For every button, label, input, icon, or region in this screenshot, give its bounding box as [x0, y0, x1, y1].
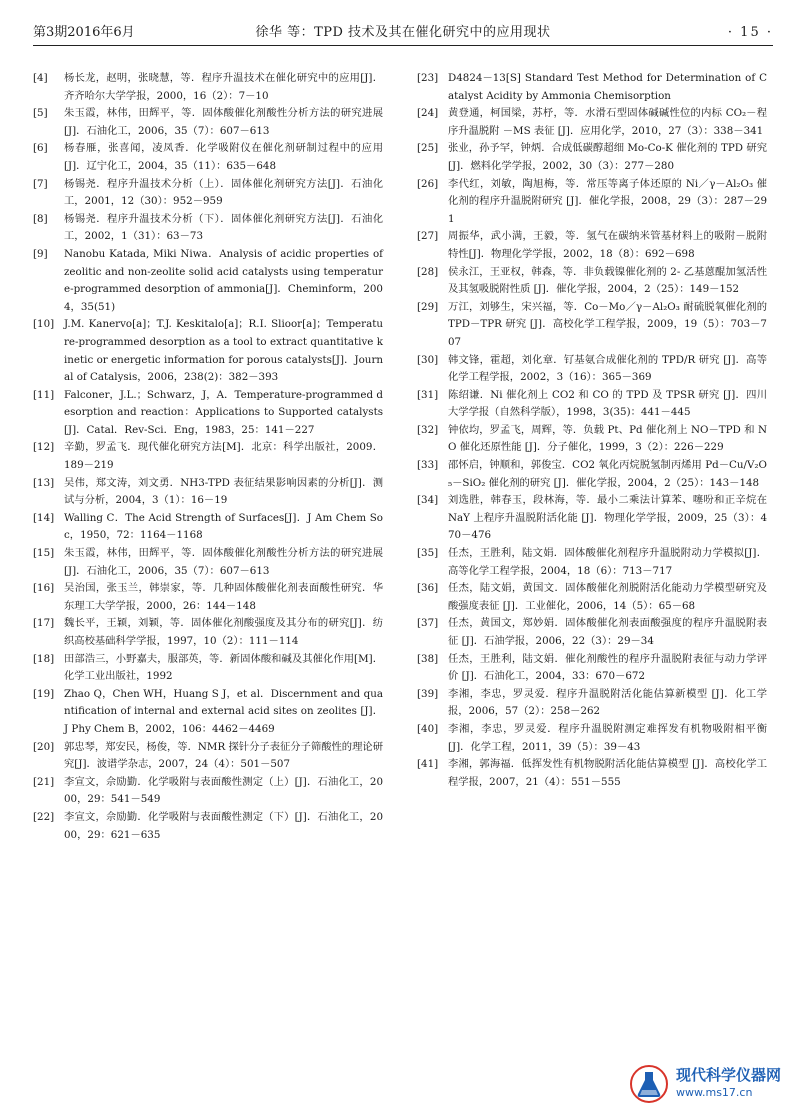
reference-text: 任杰，陆文娟，黄国文．固体酸催化剂脱附活化能动力学模型研究及酸强度表征 [J]．工业催化，2006，14（5）：65－68: [448, 582, 767, 612]
reference-number: [12]: [33, 441, 55, 454]
article-running-title: 徐华 等：TPD 技术及其在催化研究中的应用现状: [255, 25, 551, 40]
reference-item: [33, 316, 383, 386]
reference-item: [33, 105, 383, 140]
reference-item: [33, 176, 383, 211]
reference-number: [8]: [33, 212, 48, 225]
reference-text: 李宣文，佘励勤．化学吸附与表面酸性测定（上）[J]．石油化工，2000，29：541－549: [64, 775, 383, 806]
reference-item: [417, 299, 767, 352]
reference-number: [10]: [33, 318, 55, 331]
reference-number: [23]: [417, 72, 439, 84]
reference-item: [417, 721, 767, 756]
reference-item: [33, 545, 383, 580]
reference-number: [36]: [417, 582, 439, 595]
reference-number: [30]: [417, 353, 439, 366]
reference-item: [33, 615, 383, 650]
reference-number: [16]: [33, 582, 55, 595]
reference-number: [41]: [417, 758, 439, 771]
reference-number: [20]: [33, 740, 55, 753]
reference-number: [39]: [417, 687, 439, 700]
reference-number: [33]: [417, 459, 439, 472]
reference-item: [417, 176, 767, 229]
reference-text: 周振华，武小满，王毅，等．氢气在碳纳米管基材料上的吸附－脱附特性[J]．物理化学学报，2002，18（8）：692－698: [448, 230, 767, 260]
reference-number: [18]: [33, 652, 55, 665]
reference-text: 任杰，王胜利，陆文娟．固体酸催化剂程序升温脱附动力学模拟[J]．高等化学工程学报，2004，18（6）：713－717: [448, 547, 767, 577]
reference-number: [38]: [417, 652, 439, 665]
reference-item: [33, 651, 383, 686]
reference-item: [417, 352, 767, 387]
reference-number: [40]: [417, 722, 439, 735]
reference-text: 陈绍谦．Ni 催化剂上 CO2 和 CO 的 TPD 及 TPSR 研究 [J]．四川大学学报（自然科学版），1998，3(35)：441－445: [448, 388, 767, 419]
reference-item: [417, 422, 767, 457]
reference-number: [11]: [33, 388, 55, 401]
reference-text: 黄登通，柯国梁，苏杼，等．水滑石型固体碱碱性位的内标 CO₂－程序升温脱附 －MS 表征 [J]．应用化学，2010，27（3）：338－341: [448, 107, 767, 137]
references-column-left: [33, 70, 383, 844]
reference-item: [417, 140, 767, 175]
reference-number: [29]: [417, 300, 439, 313]
flask-logo-icon: [628, 1064, 670, 1104]
reference-text: Walling C．The Acid Strength of Surfaces[J]．J Am Chem Soc，1950，72：1164－1168: [64, 511, 383, 542]
reference-item: [33, 387, 383, 440]
reference-text: 张业，孙予罕，钟炳．合成低碳醇超细 Mo-Co-K 催化剂的 TPD 研究 [J]．燃料化学学报，2002，30（3）：277－280: [448, 142, 767, 172]
reference-text: 李代红，刘敏，陶旭梅，等．常压等离子体还原的 Ni／γ－Al₂O₃ 催化剂的程序升温脱附研究 [J]．催化学报，2008，29（3）：287－291: [448, 177, 767, 225]
reference-text: 任杰，王胜利，陆文娟．催化剂酸性的程序升温脱附表征与动力学评价 [J]．石油化工，2004，33：670－672: [448, 652, 767, 683]
reference-text: 李湘，李忠，罗灵爱．程序升温脱附测定难挥发有机物吸附相平衡 [J]．化学工程，2011，39（5）：39－43: [448, 722, 767, 753]
reference-item: [417, 457, 767, 492]
site-watermark: [628, 1062, 788, 1106]
reference-item: [417, 756, 767, 791]
reference-text: 李湘，李忠，罗灵爱．程序升温脱附活化能估算新模型 [J]．化工学报，2006，57（2）：258－262: [448, 687, 767, 718]
reference-text: 侯永江，王亚权，韩森，等．非负载镍催化剂的 2- 乙基蒽醌加氢活性及其氢吸脱附性质 [J]．催化学报，2004，2（25）：149－152: [448, 265, 767, 296]
reference-text: 辛勤，罗孟飞．现代催化研究方法[M]．北京：科学出版社，2009．189－219: [64, 441, 383, 472]
references-column-right: [417, 70, 767, 791]
reference-text: 杨锡尧．程序升温技术分析（上）．固体催化剂研究方法[J]．石油化工，2001，12（30）：952－959: [64, 177, 383, 208]
reference-text: 李湘，郭海福．低挥发性有机物脱附活化能估算模型 [J]．高校化学工程学报，2007，21（4）：551－555: [448, 758, 767, 788]
reference-number: [24]: [417, 107, 439, 120]
reference-number: [15]: [33, 547, 55, 560]
reference-text: 杨锡尧．程序升温技术分析（下）．固体催化剂研究方法[J]．石油化工，2002，1（31）：63－73: [64, 212, 383, 243]
reference-item: [417, 651, 767, 686]
reference-text: 魏长平，王颖，刘颖，等．固体催化剂酸强度及其分布的研究[J]．纺织高校基础科学学报，1997，10（2）：111－114: [64, 617, 383, 647]
reference-number: [7]: [33, 177, 48, 190]
reference-number: [9]: [33, 247, 48, 260]
reference-text: 朱玉霞，林伟，田辉平，等．固体酸催化剂酸性分析方法的研究进展[J]．石油化工，2006，35（7）：607－613: [64, 107, 383, 137]
reference-item: [417, 545, 767, 580]
reference-text: J.M. Kanervo[a]；T.J. Keskitalo[a]；R.I. Slioor[a]；Temperature-programmed desorption as a tool to extract quantitative kinetic or energetic information for porous catalysts[J]．Journal of Catalysis，2006，238(2)：382－393: [64, 318, 383, 384]
reference-number: [14]: [33, 511, 55, 524]
reference-text: D4824－13[S] Standard Test Method for Determination of Catalyst Acidity by Ammonia Chemisorption: [448, 72, 767, 102]
reference-number: [34]: [417, 494, 439, 507]
reference-number: [22]: [33, 810, 55, 823]
reference-item: [417, 686, 767, 721]
reference-item: [417, 70, 767, 105]
reference-text: 杨春雁，张喜闻，凌凤香．化学吸附仪在催化剂研制过程中的应用[J]．辽宁化工，2004，35（11）：635－648: [64, 142, 383, 172]
header-rule: [33, 45, 773, 46]
reference-number: [13]: [33, 476, 55, 489]
watermark-url: www.ms17.cn: [676, 1086, 753, 1099]
reference-text: 任杰，黄国文，郑妙娟．固体酸催化剂表面酸强度的程序升温脱附表征 [J]．石油学报，2006，22（3）：29－34: [448, 617, 767, 647]
reference-text: 钟依均，罗孟飞，周辉，等．负载 Pt、Pd 催化剂上 NO－TPD 和 NO 催化还原性能 [J]．分子催化，1999，3（2）：226－229: [448, 423, 767, 454]
reference-text: Zhao Q，Chen WH，Huang S J，et al．Discernment and quantification of internal and external acid sites on zeolites [J]．J Phy Chem B，2002，106：4462－4469: [64, 687, 383, 735]
reference-number: [31]: [417, 388, 439, 401]
reference-text: Nanobu Katada, Miki Niwa．Analysis of acidic properties of zeolitic and non-zeolite solid acid catalysts using temperature-programmed desorption of ammonia[J]．Cheminform，2004，35(51): [64, 247, 383, 313]
reference-item: [33, 439, 383, 474]
reference-text: 李宣文，佘励勤．化学吸附与表面酸性测定（下）[J]．石油化工，2000，29：621－635: [64, 810, 383, 841]
reference-item: [33, 774, 383, 809]
reference-text: 韩文锋，霍超，刘化章．钌基氨合成催化剂的 TPD/R 研究 [J]．高等化学工程学报，2002，3（16）：365－369: [448, 353, 767, 384]
reference-text: 万江，刘够生，宋兴福，等．Co－Mo／γ－Al₂O₃ 耐硫脱氧催化剂的 TPD－TPR 研究 [J]．高校化学工程学报，2009，19（5）：703－707: [448, 300, 767, 348]
reference-text: 朱玉霞，林伟，田辉平，等．固体酸催化剂酸性分析方法的研究进展[J]．石油化工，2006，35（7）：607－613: [64, 547, 383, 577]
reference-item: [417, 615, 767, 650]
reference-number: [17]: [33, 617, 55, 630]
reference-item: [33, 140, 383, 175]
reference-number: [6]: [33, 142, 48, 155]
reference-item: [33, 475, 383, 510]
reference-number: [21]: [33, 775, 55, 788]
reference-item: [417, 492, 767, 545]
reference-number: [26]: [417, 177, 439, 190]
reference-item: [417, 264, 767, 299]
page-number: · 15 ·: [727, 25, 773, 40]
reference-item: [33, 246, 383, 316]
reference-text: 刘选胜，韩春玉，段林海，等．最小二乘法计算苯、噻吩和正辛烷在 NaY 上程序升温脱附活化能 [J]．物理化学学报，2009，25（3）：470－476: [448, 494, 767, 542]
reference-text: 杨长龙，赵明，张晓慧，等．程序升温技术在催化研究中的应用[J]．齐齐哈尔大学学报，2000，16（2）：7－10: [64, 72, 383, 102]
reference-number: [19]: [33, 687, 55, 700]
running-header: [33, 22, 773, 44]
reference-item: [417, 387, 767, 422]
reference-text: 邵怀启，钟顺和，郭俊宝．CO2 氧化丙烷脱氢制丙烯用 Pd－Cu/V₂O₅－SiO₂ 催化剂的研究 [J]．催化学报，2004，2（25）：143－148: [448, 459, 767, 489]
reference-number: [27]: [417, 230, 439, 243]
reference-text: 郭忠琴，郑安民，杨俊，等．NMR 探针分子表征分子筛酸性的理论研究[J]．波谱学杂志，2007，24（4）：501－507: [64, 740, 383, 771]
reference-item: [33, 686, 383, 739]
reference-item: [33, 809, 383, 844]
reference-item: [33, 211, 383, 246]
reference-item: [417, 580, 767, 615]
reference-item: [33, 739, 383, 774]
reference-text: 田部浩三，小野嘉夫，服部英，等．新固体酸和碱及其催化作用[M]．化学工业出版社，1992: [64, 652, 383, 683]
reference-number: [25]: [417, 142, 439, 155]
reference-number: [37]: [417, 617, 439, 630]
reference-number: [32]: [417, 423, 439, 436]
reference-number: [35]: [417, 547, 439, 560]
reference-item: [33, 580, 383, 615]
reference-text: 吴治国，张玉兰，韩崇家，等．几种固体酸催化剂表面酸性研究．华东理工大学学报，2000，26：144－148: [64, 582, 383, 612]
watermark-title: 现代科学仪器网: [676, 1066, 782, 1084]
reference-item: [417, 228, 767, 263]
reference-number: [4]: [33, 72, 48, 84]
reference-item: [417, 105, 767, 140]
reference-item: [33, 510, 383, 545]
reference-number: [28]: [417, 265, 439, 278]
reference-text: Falconer，J.L.；Schwarz，J，A．Temperature-programmed desorption and reaction：Applications to Supported catalysts[J]．Catal．Rev-Sci．Eng，1983，25：141－227: [64, 388, 383, 436]
reference-number: [5]: [33, 107, 48, 120]
reference-item: [33, 70, 383, 105]
reference-text: 吴伟，郑文涛，刘文勇．NH3-TPD 表征结果影响因素的分析[J]．测试与分析，2004，3（1）：16－19: [64, 476, 383, 507]
journal-issue: 第3期2016年6月: [33, 25, 135, 40]
